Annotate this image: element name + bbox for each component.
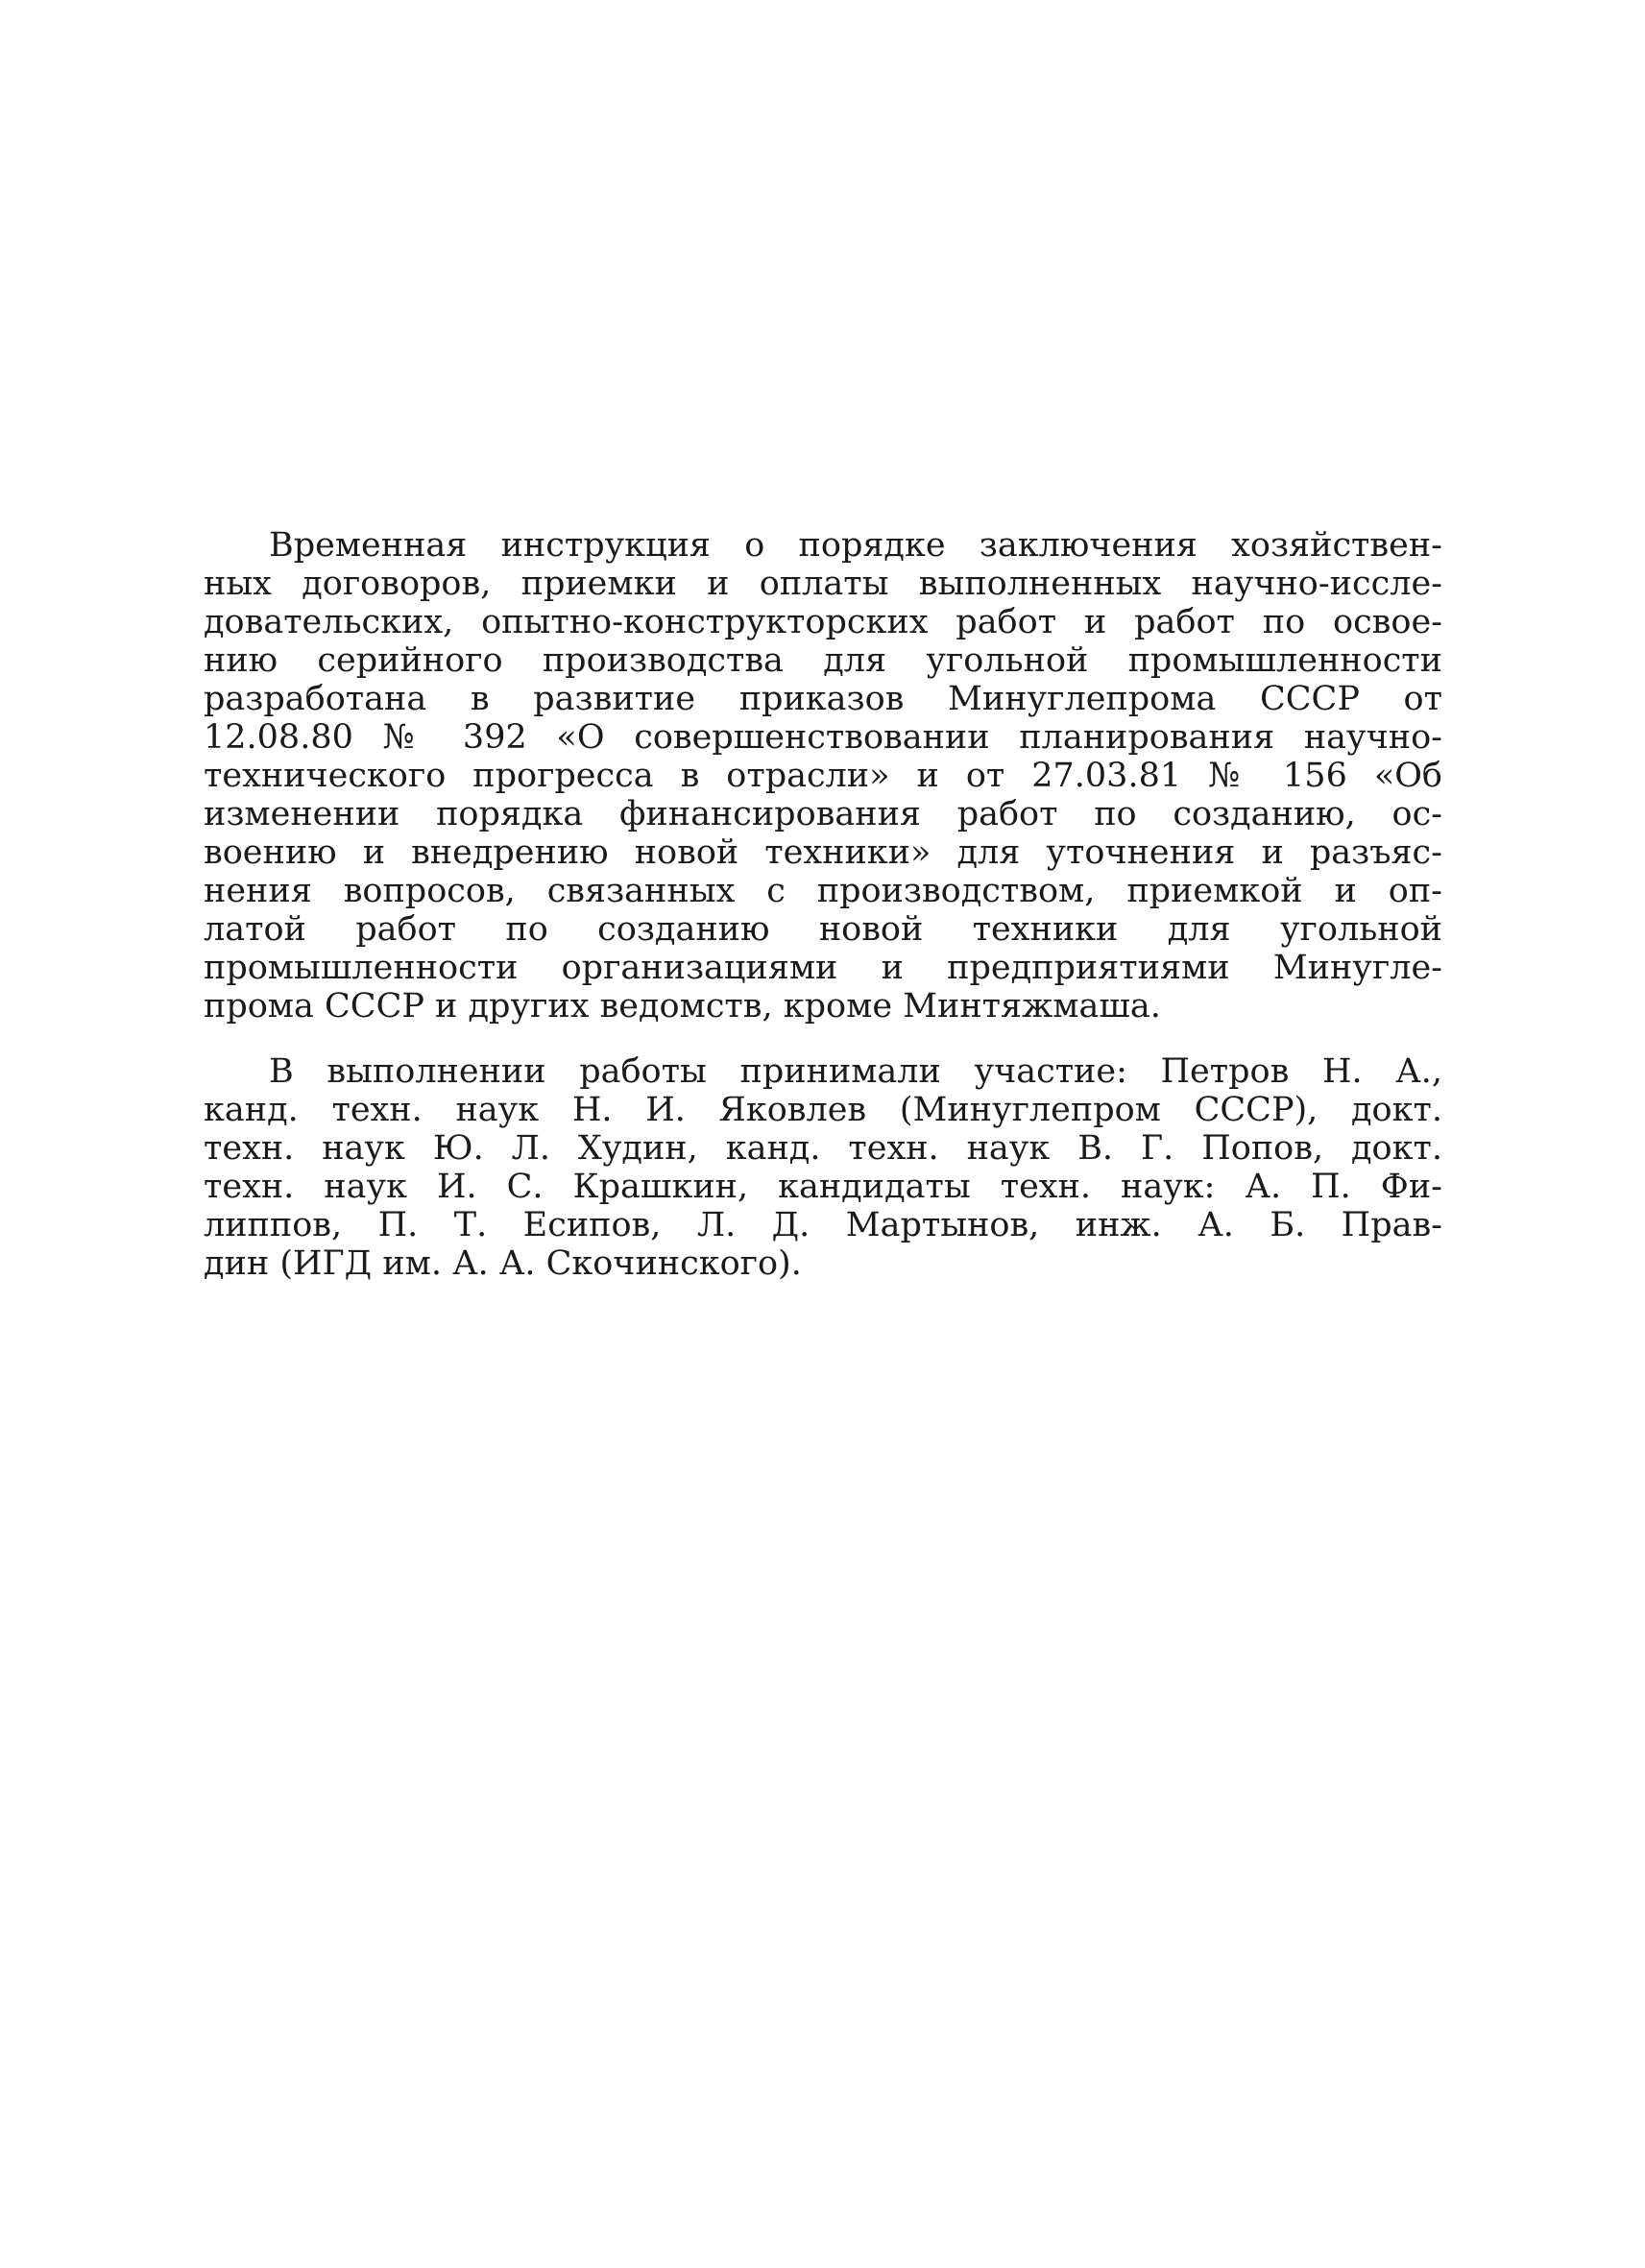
text-line: промышленности организациями и предприятиями Минугле- <box>204 949 1442 987</box>
text-line: В выполнении работы принимали участие: Петров Н. А., <box>269 1052 1442 1091</box>
text-line: канд. техн. наук Н. И. Яковлев (Минуглепром СССР), докт. <box>204 1091 1442 1129</box>
paragraph-spacer <box>204 1025 1442 1052</box>
text-line: Временная инструкция о порядке заключения хозяйствен- <box>269 526 1442 565</box>
text-line: изменении порядка финансирования работ по созданию, ос- <box>204 795 1442 833</box>
text-line: латой работ по созданию новой техники для угольной <box>204 910 1442 949</box>
body-text <box>204 526 1442 1283</box>
text-line: воению и внедрению новой техники» для уточнения и разъяс- <box>204 833 1442 872</box>
text-line: технического прогресса в отрасли» и от 27.03.81 № 156 «Об <box>204 757 1442 795</box>
text-line: липпов, П. Т. Есипов, Л. Д. Мартынов, инж. А. Б. Прав- <box>204 1206 1442 1244</box>
text-line: довательских, опытно-конструкторских работ и работ по освое- <box>204 603 1442 641</box>
text-line: 12.08.80 № 392 «О совершенствовании планирования научно- <box>204 718 1442 757</box>
text-line: нения вопросов, связанных с производством, приемкой и оп- <box>204 872 1442 910</box>
text-line: дин (ИГД им. А. А. Скочинского). <box>204 1244 802 1283</box>
text-line: техн. наук И. С. Крашкин, кандидаты техн. наук: А. П. Фи- <box>204 1168 1442 1206</box>
text-line: ных договоров, приемки и оплаты выполненных научно-иссле- <box>204 565 1442 603</box>
paragraph-contributors <box>204 1052 1442 1283</box>
paragraph-instruction-summary <box>204 526 1442 1025</box>
text-line: нию серийного производства для угольной промышленности <box>204 641 1442 680</box>
text-line: техн. наук Ю. Л. Худин, канд. техн. наук В. Г. Попов, докт. <box>204 1129 1442 1168</box>
text-line: разработана в развитие приказов Минуглепрома СССР от <box>204 680 1442 718</box>
text-line: прома СССР и других ведомств, кроме Минтяжмаша. <box>204 987 1161 1025</box>
